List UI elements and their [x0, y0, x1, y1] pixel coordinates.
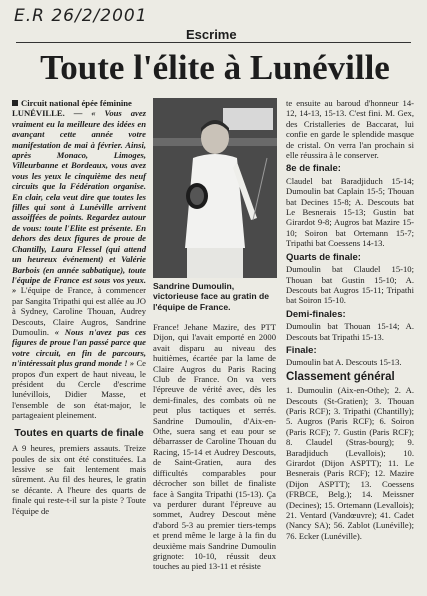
handwritten-date-note: E.R 26/2/2001 — [14, 6, 148, 26]
bullet-square-icon — [12, 100, 18, 106]
column-middle — [153, 322, 276, 572]
lead-text-3: Ce propos d'un expert de haut niveau, le président du Cercle d'escrime lunévillois, Didier Masse, et l'ensemble de son état-major, le partageaient pleinement. — [12, 358, 146, 421]
results-quarters-text: Dumoulin bat Claudel 15-10; Thouan bat Gustin 15-10; A. Descouts bat Augros 15-11; Tripathi bat Soiron 15-10. — [286, 264, 414, 306]
headline: Toute l'élite à Lunéville — [40, 48, 390, 87]
middle-text: France! Jehane Mazire, des PTT Dijon, qui l'avait emporté en 2000 avait disparu au niveau des huitièmes, écartée par la lame de Claire Augros du Paris Racing Club de France. On va vers l'épreuve de vérité avec, dès les demi-finales, des combats où ne peut plus tactiques et serrés. Sandrine Dumoulin, d'Aix-en-Othe, suera sang et eau pour se débarrasser de Caroline Thouan du Racing, 15-14 et Audrey Descouts, de Saint-Gratien, aura des difficultés comparables pour décrocher son billet de finaliste face à Sangita Tripathi (15-13). Ça va perdurer durant l'épreuve au sommet, Audrey Descout mène d'abord 5-3 au premier tiers-temps et prend même le large à la fin du deuxième mais Sandrine Dumoulin grignote: 10-10, réussit deux touches au pied 13-11 et résiste — [153, 322, 276, 572]
results-semis-title: Demi-finales: — [286, 308, 346, 320]
dateline: LUNÉVILLE. — — [12, 108, 83, 119]
classement-text: 1. Dumoulin (Aix-en-Othe); 2. A. Descouts (St-Gratien); 3. Thouan (Paris RCF); 3. Tripathi (Chantilly); 5. Augros (Paris RCF); 6. Soiron (Paris RCF); 7. Gustin (Paris RCF); 8. Claudel (Stras-bourg); 9. Baradjiduch (Levallois); 10. Girardot (Dijon ASPTT); 11. Le Besnerais (Paris RCF); 12. Mazire (Dijon ASPTT); 13. Coessens (FRBCE, Belg.); 14. Meissner (Decines); 15. Ortemann (Levallois); 21. Ventard (Vandœuvre); 41. Cadet (Nancy SA); 56. Zablot (Lunéville); 76. Ecker (Lunéville). — [286, 385, 414, 541]
results-semis-text: Dumoulin bat Thouan 15-14; A. Descouts bat Tripathi 15-13. — [286, 321, 414, 342]
right-text: te ensuite au baroud d'honneur 14-12, 14-13, 15-13. C'est fini. M. Gex, des Cristalleries de Baccarat, lui confie en garde le splendide masque de cristal. On verra l'an prochain si elle réussira à le conserver. — [286, 98, 414, 161]
lead-title: Circuit national épée féminine — [21, 98, 132, 108]
lead-quote-2: « Nous n'avez pas ces figures de proue l'an passé parce que votre circuit, en fin de parcours, n'intéressait plus grand monde ! » — [12, 326, 146, 369]
fencer-figure-icon — [153, 98, 277, 278]
quarters-text: A 9 heures, premiers assauts. Treize poules de six ont été constituées. La lessive se fait lentement mais sûrement. Au fil des heures, le gratin se décante. A l'heure des quarts de finale qui reste-t-il sur la piste ? Toute l'équipe de — [12, 443, 146, 516]
results-quarters-title: Quarts de finale: — [286, 251, 361, 263]
results-final-title: Finale: — [286, 344, 317, 356]
header-rule — [16, 42, 411, 43]
results-final-text: Dumoulin bat A. Descouts 15-13. — [286, 357, 402, 368]
section-rubric: Escrime — [186, 27, 237, 42]
classement-title: Classement général — [286, 370, 395, 383]
lead-text-2: L'équipe de France, à commencer par Sangita Tripathi qui est allée au JO à Sydney, Caroline Thouan, Audrey Descouts, Claire Augros, Sandrine Dumoulin. — [12, 285, 146, 337]
lead-quote-1: « Vous avez vraiment eu la meilleure des idées en avançant cette année votre manifestation de mai à février. Ainsi, après Monaco, Limoges, Villeurbanne et Bordeaux, vous avez vous les yeux le cinquième des neuf circuits que la Fédération organise. En clair, cela veut dire que toutes les filles qui sont à Lunéville arrivent assoiffées de points. Regardez autour de vous: toute l'Elite est présente. En dehors des deux figures de proue de Chantilly, Laura Flessel (qui attend un heureux événement) et Valérie Barbois (en année sabbatique), toute l'équipe de France est sous vos yeux. » — [12, 108, 146, 296]
results-8e-text: Claudel bat Baradjiduch 15-14; Dumoulin bat Caplain 15-5; Thouan bat Decines 15-8; A. Descouts bat Le Besnerais 15-13; Gustin bat Girardot 9-8; Augros bat Mazire 15-10; Soiron bat Ortemann 15-7; Tripathi bat Coessens 14-13. — [286, 175, 414, 249]
results-8e-title: 8e de finale: — [286, 163, 341, 175]
column-left — [12, 98, 146, 516]
photo-caption: Sandrine Dumoulin, victorieuse face au gratin de l'équipe de France. — [153, 281, 270, 312]
quarters-subtitle: Toutes en quarts de finale — [14, 426, 144, 439]
column-right — [286, 98, 414, 541]
fencer-photo — [153, 98, 277, 278]
